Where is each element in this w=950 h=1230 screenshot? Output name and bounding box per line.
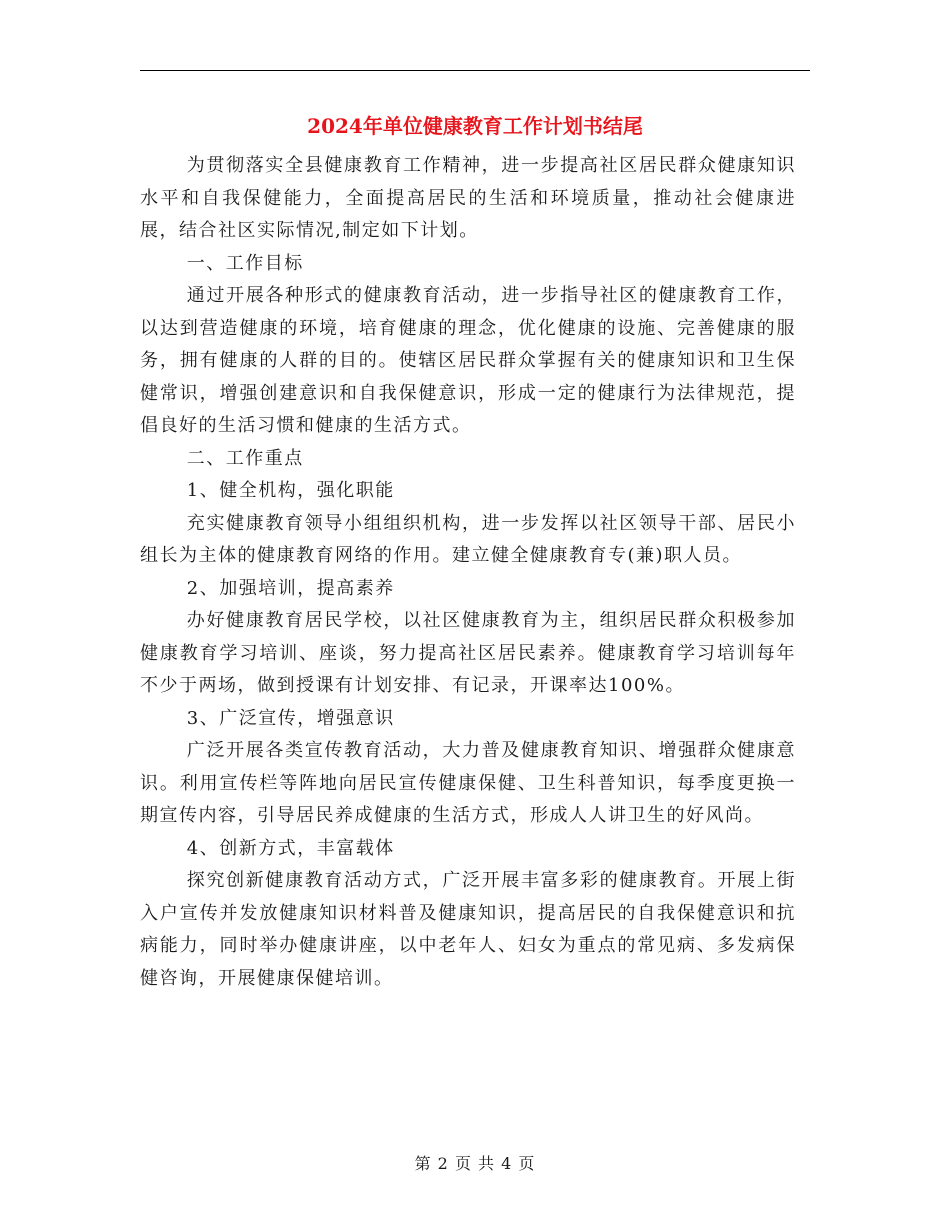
- document-title: 2024年单位健康教育工作计划书结尾: [307, 114, 643, 138]
- paragraph-work-goals: 通过开展各种形式的健康教育活动，进一步指导社区的健康教育工作，以达到营造健康的环境，培育健康的理念，优化健康的设施、完善健康的服务，拥有健康的人群的目的。使辖区居民群众掌握有关的健康知识和卫生保健常识，增强创建意识和自我保健意识，形成一定的健康行为法律规范，提倡良好的生活习惯和健康的生活方式。: [140, 285, 796, 436]
- heading-work-goals: 一、工作目标: [186, 252, 304, 274]
- subheading-2: 2、加强培训，提高素养: [186, 577, 395, 599]
- subheading-3: 3、广泛宣传，增强意识: [186, 707, 395, 729]
- page-number: 第 2 页 共 4 页: [414, 1154, 536, 1173]
- header-rule: [140, 70, 810, 71]
- heading-work-focus: 二、工作重点: [186, 447, 304, 469]
- subheading-4: 4、创新方式，丰富载体: [186, 837, 395, 859]
- paragraph-intro: 为贯彻落实全县健康教育工作精神，进一步提高社区居民群众健康知识水平和自我保健能力，全面提高居民的生活和环境质量，推动社会健康进展，结合社区实际情况,制定如下计划。: [140, 155, 796, 241]
- paragraph-1: 充实健康教育领导小组组织机构，进一步发挥以社区领导干部、居民小组长为主体的健康教育网络的作用。建立健全健康教育专(兼)职人员。: [140, 512, 796, 566]
- subheading-1: 1、健全机构，强化职能: [186, 480, 395, 501]
- document-body: [140, 150, 796, 995]
- paragraph-4: 探究创新健康教育活动方式，广泛开展丰富多彩的健康教育。开展上街入户宣传并发放健康知识材料普及健康知识，提高居民的自我保健意识和抗病能力，同时举办健康讲座，以中老年人、妇女为重点的常见病、多发病保健咨询，开展健康保健培训。: [140, 870, 796, 989]
- paragraph-2: 办好健康教育居民学校，以社区健康教育为主，组织居民群众积极参加健康教育学习培训、座谈，努力提高社区居民素养。健康教育学习培训每年不少于两场，做到授课有计划安排、有记录，开课率达100%。: [140, 610, 796, 696]
- paragraph-3: 广泛开展各类宣传教育活动，大力普及健康教育知识、增强群众健康意识。利用宣传栏等阵地向居民宣传健康保健、卫生科普知识，每季度更换一期宣传内容，引导居民养成健康的生活方式，形成人人讲卫生的好风尚。: [140, 740, 796, 826]
